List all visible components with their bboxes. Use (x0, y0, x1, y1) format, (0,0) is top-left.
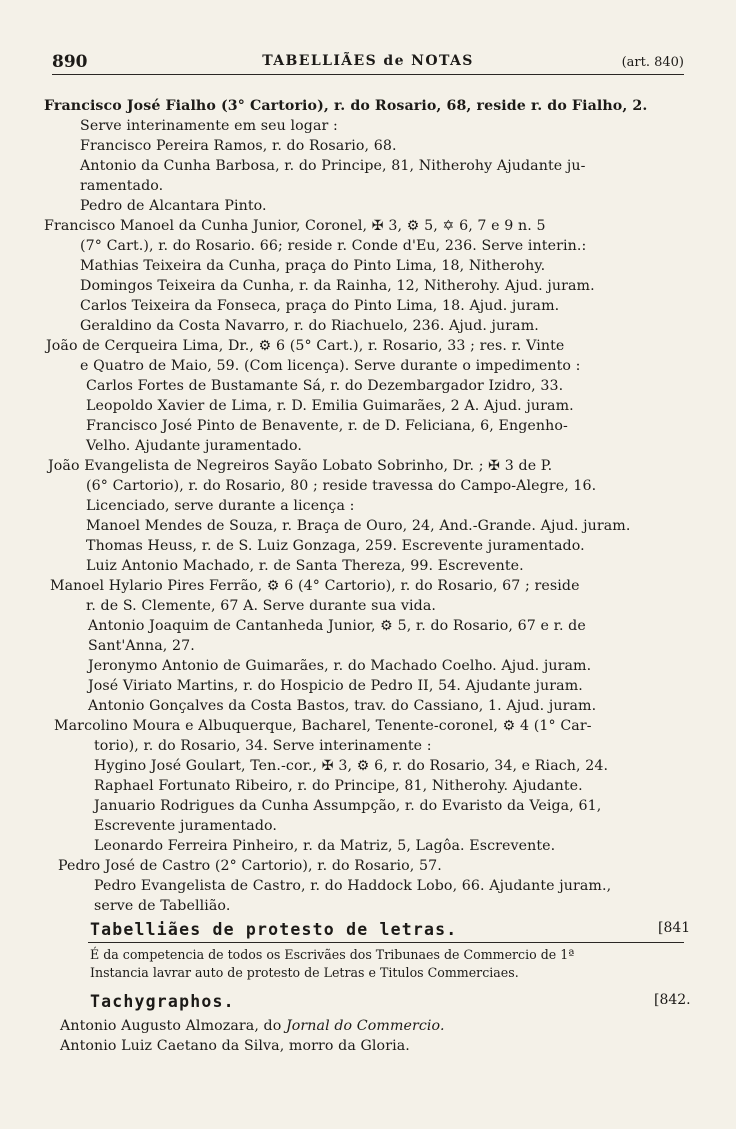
entry-line: Leonardo Ferreira Pinheiro, r. da Matriz, 5, Lagôa. Escrevente. (94, 838, 556, 854)
entry-line: Carlos Fortes de Bustamante Sá, r. do Dezembargador Izidro, 33. (86, 378, 564, 394)
page-header (52, 52, 684, 76)
entry-line: Licenciado, serve durante a licença : (86, 498, 355, 514)
section-number-tachygraphos: [842. (654, 992, 691, 1008)
entry-line: Mathias Teixeira da Cunha, praça do Pinto Lima, 18, Nitherohy. (80, 258, 546, 274)
entry-line: Domingos Teixeira da Cunha, r. da Rainha, 12, Nitherohy. Ajud. juram. (80, 278, 595, 294)
entry-line: Francisco José Fialho (3° Cartorio), r. do Rosario, 68, reside r. do Fialho, 2. (44, 98, 648, 114)
page-title: TABELLIÃES de NOTAS (262, 53, 474, 69)
entry-line: Antonio Joaquim de Cantanheda Junior, ⚙ 5, r. do Rosario, 67 e r. de (88, 618, 586, 634)
section-text-line: Instancia lavrar auto de protesto de Letras e Titulos Commerciaes. (90, 965, 519, 980)
entry-line: e Quatro de Maio, 59. (Com licença). Serve durante o impedimento : (80, 358, 581, 374)
entry-line: Velho. Ajudante juramentado. (86, 438, 302, 454)
entry-line: Pedro de Alcantara Pinto. (80, 198, 267, 214)
entry-line: Serve interinamente em seu logar : (80, 118, 338, 134)
entry-line: José Viriato Martins, r. do Hospicio de Pedro II, 54. Ajudante juram. (88, 678, 583, 694)
section-rule (88, 942, 684, 943)
entry-line: Antonio da Cunha Barbosa, r. do Principe, 81, Nitherohy Ajudante ju- (80, 158, 586, 174)
entry-line: Raphael Fortunato Ribeiro, r. do Principe, 81, Nitherohy. Ajudante. (94, 778, 583, 794)
entry-line: Pedro José de Castro (2° Cartorio), r. do Rosario, 57. (58, 858, 442, 874)
tachygrapho-name: Antonio Augusto Almozara, do (60, 1018, 286, 1034)
entry-line: Manoel Mendes de Souza, r. Braça de Ouro, 24, And.-Grande. Ajud. juram. (86, 518, 631, 534)
section-title-tachygraphos: Tachygraphos. (90, 992, 235, 1011)
entry-line: Francisco José Pinto de Benavente, r. de D. Feliciana, 6, Engenho- (86, 418, 568, 434)
entry-line: Antonio Gonçalves da Costa Bastos, trav. do Cassiano, 1. Ajud. juram. (88, 698, 597, 714)
entry-line: Marcolino Moura e Albuquerque, Bacharel, Tenente-coronel, ⚙ 4 (1° Car- (54, 718, 592, 734)
entry-line: (7° Cart.), r. do Rosario. 66; reside r. Conde d'Eu, 236. Serve interin.: (80, 238, 587, 254)
entry-line: r. de S. Clemente, 67 A. Serve durante sua vida. (86, 598, 436, 614)
article-reference: (art. 840) (621, 55, 684, 70)
entry-line: Francisco Pereira Ramos, r. do Rosario, 68. (80, 138, 397, 154)
section-text-line: É da competencia de todos os Escrivães dos Tribunaes de Commercio de 1ª (90, 947, 575, 962)
entry-line: Luiz Antonio Machado, r. de Santa Thereza, 99. Escrevente. (86, 558, 524, 574)
entry-line: Sant'Anna, 27. (88, 638, 195, 654)
entry-line: Carlos Teixeira da Fonseca, praça do Pinto Lima, 18. Ajud. juram. (80, 298, 560, 314)
tachygrapho-entry: Antonio Luiz Caetano da Silva, morro da Gloria. (60, 1038, 410, 1054)
page-number: 890 (52, 52, 88, 72)
entry-line: Geraldino da Costa Navarro, r. do Riachuelo, 236. Ajud. juram. (80, 318, 539, 334)
entry-line: Escrevente juramentado. (94, 818, 278, 834)
entry-line: Thomas Heuss, r. de S. Luiz Gonzaga, 259. Escrevente juramentado. (86, 538, 585, 554)
entry-line: Hygino José Goulart, Ten.-cor., ✠ 3, ⚙ 6, r. do Rosario, 34, e Riach, 24. (94, 758, 609, 774)
entry-line: Francisco Manoel da Cunha Junior, Coronel, ✠ 3, ⚙ 5, ✡ 6, 7 e 9 n. 5 (44, 218, 546, 234)
section-number-protesto: [841 (658, 920, 691, 936)
entry-line: Pedro Evangelista de Castro, r. do Haddock Lobo, 66. Ajudante juram., (94, 878, 612, 894)
entry-line: Jeronymo Antonio de Guimarães, r. do Machado Coelho. Ajud. juram. (88, 658, 592, 674)
entry-line: serve de Tabellião. (94, 898, 231, 914)
entry-line: João Evangelista de Negreiros Sayão Lobato Sobrinho, Dr. ; ✠ 3 de P. (48, 458, 553, 474)
tachygrapho-entry (60, 1016, 445, 1036)
entry-line: (6° Cartorio), r. do Rosario, 80 ; reside travessa do Campo-Alegre, 16. (86, 478, 597, 494)
entry-line: Januario Rodrigues da Cunha Assumpção, r. do Evaristo da Veiga, 61, (94, 798, 602, 814)
entry-line: torio), r. do Rosario, 34. Serve interinamente : (94, 738, 432, 754)
header-rule (52, 74, 684, 75)
section-title-protesto: Tabelliães de protesto de letras. (90, 920, 458, 939)
newspaper-title: Jornal do Commercio. (286, 1018, 445, 1034)
entry-line: Leopoldo Xavier de Lima, r. D. Emilia Guimarães, 2 A. Ajud. juram. (86, 398, 574, 414)
entry-line: Manoel Hylario Pires Ferrão, ⚙ 6 (4° Cartorio), r. do Rosario, 67 ; reside (50, 578, 580, 594)
entry-line: João de Cerqueira Lima, Dr., ⚙ 6 (5° Cart.), r. Rosario, 33 ; res. r. Vinte (46, 338, 565, 354)
entry-line: ramentado. (80, 178, 164, 194)
